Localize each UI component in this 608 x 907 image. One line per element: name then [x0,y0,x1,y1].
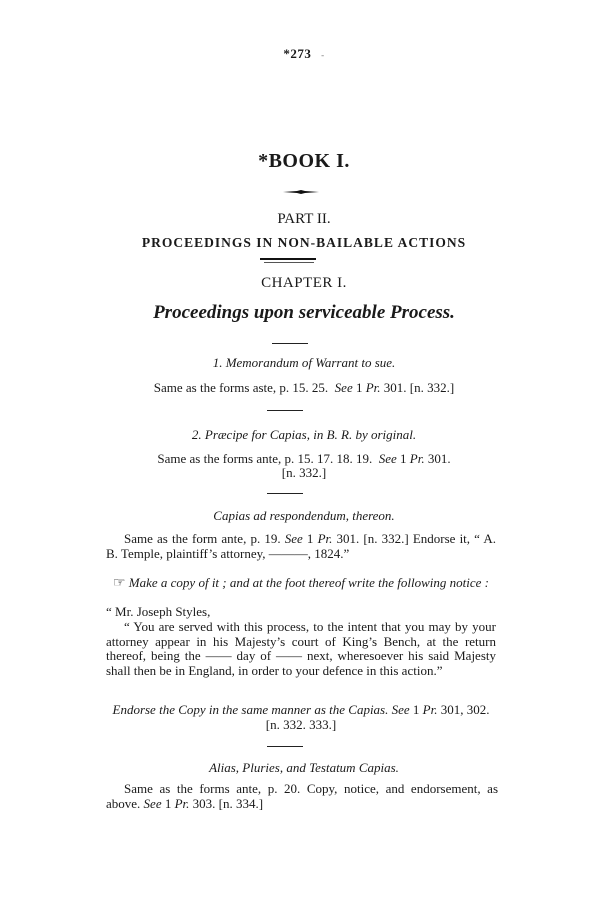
section-3-text-c: 301. [n. 332.] Endorse it, “ A. B. Temple, plaintiff’s attorney, ———, 1824.” [106,531,497,561]
endorse-text-c: 301, 302. [n. 332. 333.] [265,702,490,732]
section-4-text [106,782,498,811]
section-3-note [106,576,496,592]
section-1-heading: 1. Memorandum of Warrant to sue. [212,355,396,370]
endorse-copy-text: Endorse the Copy in the same manner as the Capias. [112,702,389,717]
section-4-text-a: Same as the forms ante, p. 20. Copy, notice, and endorsement, as above. [106,781,498,811]
notice-body: “ You are served with this process, to the intent that you may by your attorney appear in his Majesty’s court of King’s Bench, at the return thereof, being the —— day of —— next, wheresoever his said Majesty shall then be in England, in order to your defence in this action.” [106,619,496,678]
section-3-see: See [284,531,303,546]
endorse-pr: Pr. [422,702,438,717]
section-1-text-c: 301. [n. 332.] [383,380,455,395]
double-rule-divider [260,258,316,260]
section-3-note-text: Make a copy of it ; and at the foot thereof write the following notice : [128,575,489,590]
part-heading: PART II. [277,211,331,227]
page-number [0,46,608,62]
page-mark: - [321,50,325,60]
section-1-pr: Pr. [365,380,381,395]
book-heading: *BOOK I. [258,150,350,172]
chapter-title: Proceedings upon serviceable Process. [153,302,455,323]
section-divider [267,410,303,411]
ornament-divider [283,190,319,194]
page-number-text: *273 [283,46,312,61]
pointing-hand-icon: ☞ [112,576,126,591]
section-2-text-c: 301. [427,451,451,466]
section-2-text-d: [n. 332.] [281,465,327,480]
notice-addressee: “ Mr. Joseph Styles, [106,604,211,619]
section-2-text-a: Same as the forms ante, p. 15. 17. 18. 19. [157,451,373,466]
chapter-heading: CHAPTER I. [261,275,347,291]
section-divider [267,746,303,747]
part-title: PROCEEDINGS IN NON-BAILABLE ACTIONS [141,235,467,250]
section-4-heading: Alias, Pluries, and Testatum Capias. [209,760,399,775]
section-3-pr: Pr. [317,531,333,546]
section-2-text-b: 1 [400,451,407,466]
section-1-text [0,380,608,396]
section-2-pr: Pr. [409,451,425,466]
section-2-see: See [378,451,397,466]
section-3-text-b: 1 [306,531,314,546]
section-3-text-a: Same as the form ante, p. 19. [124,531,281,546]
section-4-see: See [143,795,162,811]
section-3-text [106,532,496,561]
endorse-text-b: 1 [412,702,420,717]
section-2-heading: 2. Præcipe for Capias, in B. R. by original. [191,427,417,442]
endorse-copy [106,703,496,732]
section-4-text-b: 1 [164,795,172,811]
section-divider [272,343,308,344]
section-divider [267,493,303,494]
section-3-heading: Capias ad respondendum, thereon. [213,508,395,523]
section-4-pr: Pr. [174,795,190,811]
section-1-text-a: Same as the forms aste, p. 15. 25. [153,380,329,395]
section-4-text-c: 303. [n. 334.] [192,795,264,811]
section-1-text-b: 1 [355,380,363,395]
double-rule-divider-thin [264,262,314,263]
endorse-see: See [391,702,410,717]
section-1-see: See [334,380,353,395]
